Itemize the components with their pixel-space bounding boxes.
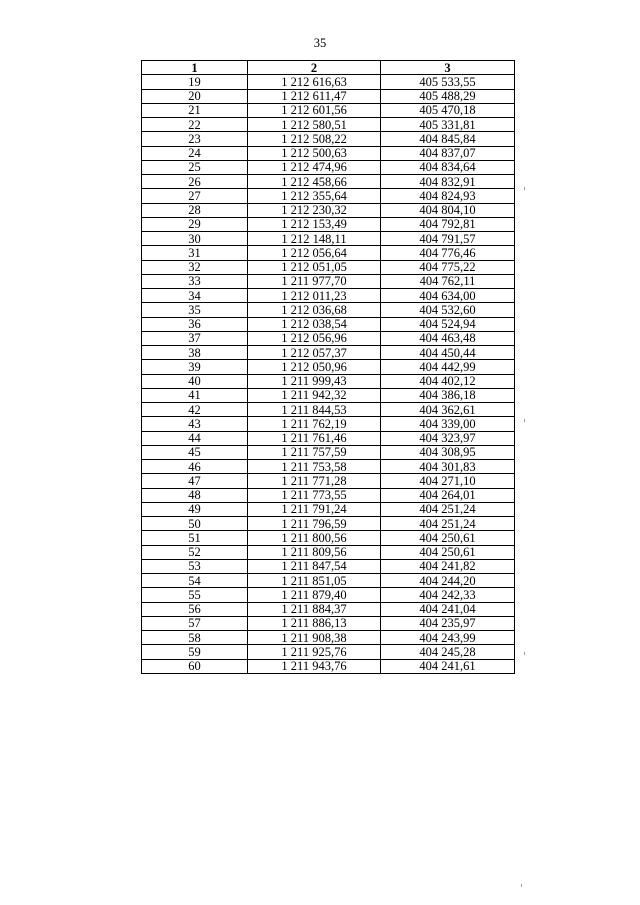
y-coordinate-cell: 404 845,84: [381, 132, 515, 146]
table-row: [142, 403, 515, 417]
page-number: 35: [313, 36, 327, 50]
point-number-cell: 24: [142, 146, 248, 160]
point-number-cell: 54: [142, 574, 248, 588]
point-number-cell: 23: [142, 132, 248, 146]
x-coordinate-cell: 1 211 925,76: [248, 645, 381, 659]
y-coordinate-cell: 404 271,10: [381, 474, 515, 488]
table-row: [142, 203, 515, 217]
x-coordinate-cell: 1 211 809,56: [248, 545, 381, 559]
x-coordinate-cell: 1 212 355,64: [248, 189, 381, 203]
x-coordinate-cell: 1 211 761,46: [248, 431, 381, 445]
y-coordinate-cell: 404 243,99: [381, 631, 515, 645]
point-number-cell: 31: [142, 246, 248, 260]
point-number-cell: 37: [142, 331, 248, 345]
point-number-cell: 28: [142, 203, 248, 217]
y-coordinate-cell: 405 533,55: [381, 75, 515, 89]
point-number-cell: 26: [142, 175, 248, 189]
x-coordinate-cell: 1 211 844,53: [248, 403, 381, 417]
y-coordinate-cell: 405 331,81: [381, 118, 515, 132]
point-number-cell: 57: [142, 616, 248, 630]
table-row: [142, 217, 515, 231]
point-number-cell: 36: [142, 317, 248, 331]
point-number-cell: 46: [142, 460, 248, 474]
x-coordinate-cell: 1 211 773,55: [248, 488, 381, 502]
table-row: [142, 631, 515, 645]
point-number-cell: 48: [142, 488, 248, 502]
y-coordinate-cell: 404 244,20: [381, 574, 515, 588]
x-coordinate-cell: 1 212 508,22: [248, 132, 381, 146]
scan-speck: [524, 187, 525, 190]
table-row: [142, 388, 515, 402]
table-row: [142, 303, 515, 317]
point-number-cell: 58: [142, 631, 248, 645]
x-coordinate-cell: 1 211 884,37: [248, 602, 381, 616]
x-coordinate-cell: 1 212 038,54: [248, 317, 381, 331]
table-row: [142, 189, 515, 203]
x-coordinate-cell: 1 211 886,13: [248, 616, 381, 630]
x-coordinate-cell: 1 211 753,58: [248, 460, 381, 474]
y-coordinate-cell: 404 832,91: [381, 175, 515, 189]
x-coordinate-cell: 1 211 847,54: [248, 559, 381, 573]
y-coordinate-cell: 404 450,44: [381, 346, 515, 360]
column-header-1: 1: [142, 61, 248, 75]
x-coordinate-cell: 1 211 791,24: [248, 502, 381, 516]
coordinates-table: [141, 60, 515, 674]
point-number-cell: 40: [142, 374, 248, 388]
x-coordinate-cell: 1 211 879,40: [248, 588, 381, 602]
point-number-cell: 50: [142, 517, 248, 531]
point-number-cell: 35: [142, 303, 248, 317]
scan-speck: [521, 884, 522, 887]
y-coordinate-cell: 404 242,33: [381, 588, 515, 602]
column-header-3: 3: [381, 61, 515, 75]
table-row: [142, 417, 515, 431]
point-number-cell: 41: [142, 388, 248, 402]
table-row: [142, 360, 515, 374]
table-row: [142, 559, 515, 573]
scan-speck: [524, 652, 525, 655]
point-number-cell: 33: [142, 274, 248, 288]
table-row: [142, 531, 515, 545]
y-coordinate-cell: 404 532,60: [381, 303, 515, 317]
table-row: [142, 160, 515, 174]
point-number-cell: 47: [142, 474, 248, 488]
table-row: [142, 146, 515, 160]
x-coordinate-cell: 1 212 616,63: [248, 75, 381, 89]
table-row: [142, 89, 515, 103]
y-coordinate-cell: 404 792,81: [381, 217, 515, 231]
x-coordinate-cell: 1 212 230,32: [248, 203, 381, 217]
y-coordinate-cell: 404 834,64: [381, 160, 515, 174]
header-row: [142, 61, 515, 75]
x-coordinate-cell: 1 212 056,96: [248, 331, 381, 345]
x-coordinate-cell: 1 211 800,56: [248, 531, 381, 545]
table-row: [142, 260, 515, 274]
x-coordinate-cell: 1 212 458,66: [248, 175, 381, 189]
point-number-cell: 56: [142, 602, 248, 616]
y-coordinate-cell: 404 241,61: [381, 659, 515, 673]
y-coordinate-cell: 404 775,22: [381, 260, 515, 274]
x-coordinate-cell: 1 211 999,43: [248, 374, 381, 388]
table-body: [142, 75, 515, 674]
y-coordinate-cell: 404 776,46: [381, 246, 515, 260]
point-number-cell: 25: [142, 160, 248, 174]
y-coordinate-cell: 404 241,04: [381, 602, 515, 616]
x-coordinate-cell: 1 212 050,96: [248, 360, 381, 374]
y-coordinate-cell: 404 634,00: [381, 289, 515, 303]
y-coordinate-cell: 404 837,07: [381, 146, 515, 160]
x-coordinate-cell: 1 211 851,05: [248, 574, 381, 588]
y-coordinate-cell: 404 308,95: [381, 445, 515, 459]
table-row: [142, 289, 515, 303]
table-row: [142, 659, 515, 673]
point-number-cell: 19: [142, 75, 248, 89]
point-number-cell: 34: [142, 289, 248, 303]
table-row: [142, 175, 515, 189]
table-row: [142, 374, 515, 388]
y-coordinate-cell: 404 524,94: [381, 317, 515, 331]
point-number-cell: 27: [142, 189, 248, 203]
y-coordinate-cell: 404 804,10: [381, 203, 515, 217]
y-coordinate-cell: 405 470,18: [381, 103, 515, 117]
x-coordinate-cell: 1 212 474,96: [248, 160, 381, 174]
point-number-cell: 59: [142, 645, 248, 659]
scan-speck: [524, 419, 525, 422]
y-coordinate-cell: 404 250,61: [381, 531, 515, 545]
y-coordinate-cell: 404 251,24: [381, 517, 515, 531]
point-number-cell: 49: [142, 502, 248, 516]
point-number-cell: 20: [142, 89, 248, 103]
x-coordinate-cell: 1 211 771,28: [248, 474, 381, 488]
point-number-cell: 30: [142, 232, 248, 246]
x-coordinate-cell: 1 212 051,05: [248, 260, 381, 274]
y-coordinate-cell: 404 235,97: [381, 616, 515, 630]
y-coordinate-cell: 404 251,24: [381, 502, 515, 516]
point-number-cell: 43: [142, 417, 248, 431]
x-coordinate-cell: 1 211 942,32: [248, 388, 381, 402]
y-coordinate-cell: 404 301,83: [381, 460, 515, 474]
x-coordinate-cell: 1 212 500,63: [248, 146, 381, 160]
table-row: [142, 331, 515, 345]
point-number-cell: 22: [142, 118, 248, 132]
y-coordinate-cell: 404 264,01: [381, 488, 515, 502]
y-coordinate-cell: 404 339,00: [381, 417, 515, 431]
y-coordinate-cell: 404 463,48: [381, 331, 515, 345]
point-number-cell: 39: [142, 360, 248, 374]
x-coordinate-cell: 1 212 580,51: [248, 118, 381, 132]
y-coordinate-cell: 404 362,61: [381, 403, 515, 417]
table-row: [142, 246, 515, 260]
y-coordinate-cell: 404 762,11: [381, 274, 515, 288]
point-number-cell: 55: [142, 588, 248, 602]
table-row: [142, 431, 515, 445]
point-number-cell: 21: [142, 103, 248, 117]
table-row: [142, 517, 515, 531]
table-row: [142, 474, 515, 488]
x-coordinate-cell: 1 211 796,59: [248, 517, 381, 531]
y-coordinate-cell: 404 250,61: [381, 545, 515, 559]
x-coordinate-cell: 1 212 056,64: [248, 246, 381, 260]
x-coordinate-cell: 1 211 908,38: [248, 631, 381, 645]
point-number-cell: 32: [142, 260, 248, 274]
y-coordinate-cell: 405 488,29: [381, 89, 515, 103]
table-row: [142, 588, 515, 602]
y-coordinate-cell: 404 442,99: [381, 360, 515, 374]
table-header: [142, 61, 515, 75]
table-row: [142, 274, 515, 288]
x-coordinate-cell: 1 212 057,37: [248, 346, 381, 360]
table-row: [142, 317, 515, 331]
point-number-cell: 60: [142, 659, 248, 673]
x-coordinate-cell: 1 211 977,70: [248, 274, 381, 288]
table-row: [142, 445, 515, 459]
table-row: [142, 103, 515, 117]
table-row: [142, 75, 515, 89]
table-row: [142, 132, 515, 146]
table-row: [142, 574, 515, 588]
table-row: [142, 460, 515, 474]
point-number-cell: 42: [142, 403, 248, 417]
x-coordinate-cell: 1 212 148,11: [248, 232, 381, 246]
y-coordinate-cell: 404 323,97: [381, 431, 515, 445]
x-coordinate-cell: 1 211 757,59: [248, 445, 381, 459]
point-number-cell: 29: [142, 217, 248, 231]
y-coordinate-cell: 404 241,82: [381, 559, 515, 573]
table-row: [142, 616, 515, 630]
y-coordinate-cell: 404 245,28: [381, 645, 515, 659]
y-coordinate-cell: 404 386,18: [381, 388, 515, 402]
point-number-cell: 45: [142, 445, 248, 459]
x-coordinate-cell: 1 212 601,56: [248, 103, 381, 117]
table-row: [142, 346, 515, 360]
point-number-cell: 38: [142, 346, 248, 360]
table-row: [142, 232, 515, 246]
x-coordinate-cell: 1 212 153,49: [248, 217, 381, 231]
point-number-cell: 44: [142, 431, 248, 445]
x-coordinate-cell: 1 212 611,47: [248, 89, 381, 103]
point-number-cell: 52: [142, 545, 248, 559]
column-header-2: 2: [248, 61, 381, 75]
table-row: [142, 545, 515, 559]
y-coordinate-cell: 404 824,93: [381, 189, 515, 203]
x-coordinate-cell: 1 212 036,68: [248, 303, 381, 317]
x-coordinate-cell: 1 212 011,23: [248, 289, 381, 303]
table-row: [142, 645, 515, 659]
table-row: [142, 118, 515, 132]
x-coordinate-cell: 1 211 943,76: [248, 659, 381, 673]
point-number-cell: 53: [142, 559, 248, 573]
table-row: [142, 502, 515, 516]
point-number-cell: 51: [142, 531, 248, 545]
table-row: [142, 488, 515, 502]
y-coordinate-cell: 404 402,12: [381, 374, 515, 388]
x-coordinate-cell: 1 211 762,19: [248, 417, 381, 431]
y-coordinate-cell: 404 791,57: [381, 232, 515, 246]
table-row: [142, 602, 515, 616]
